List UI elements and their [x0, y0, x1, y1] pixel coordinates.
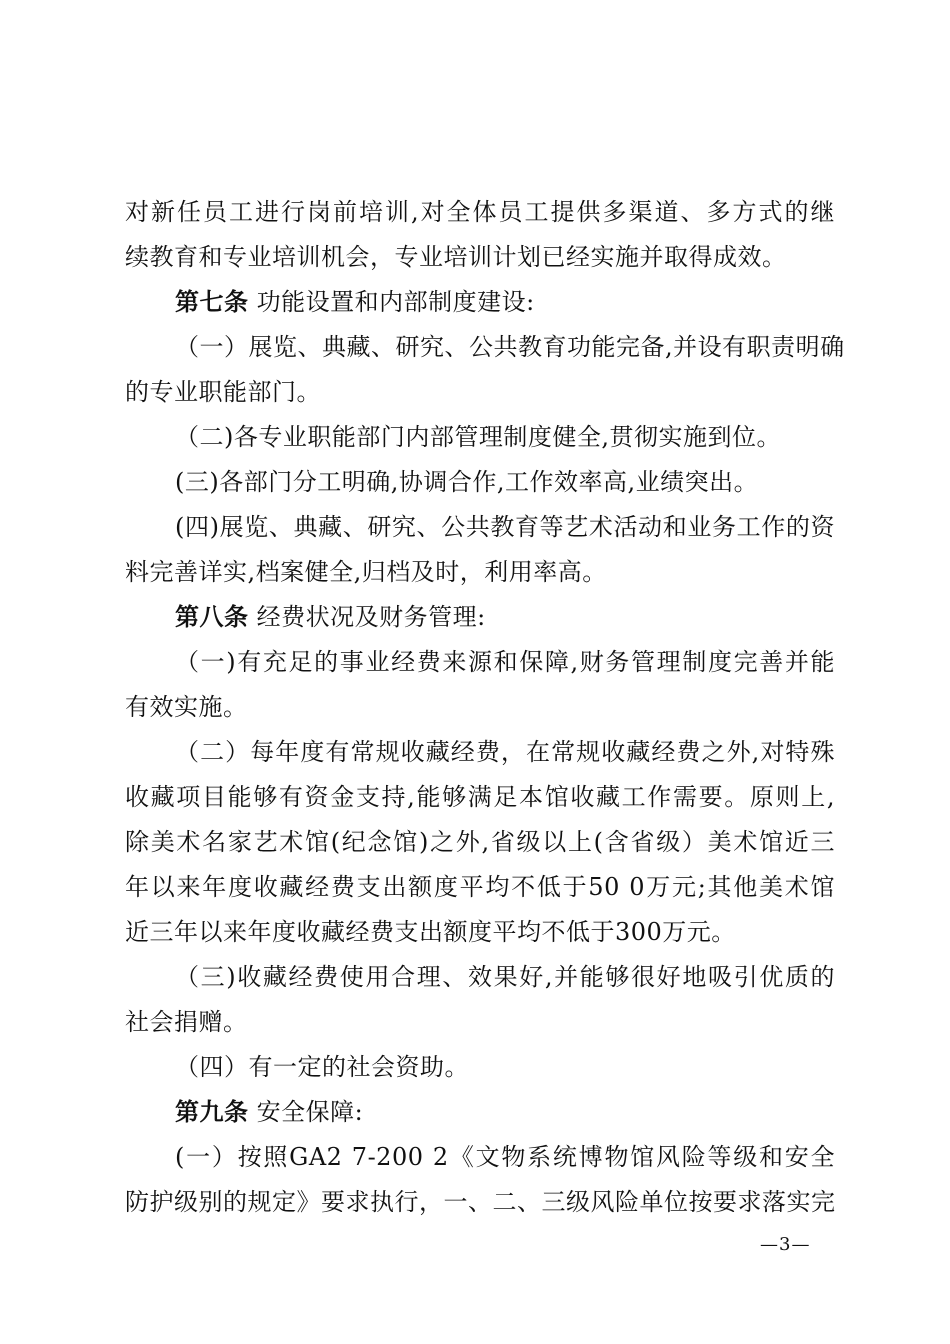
paragraph-line: 料完善详实,档案健全,归档及时，利用率高。 [125, 558, 607, 586]
article-8-label: 第八条 [175, 602, 249, 631]
paragraph-line: (四)展览、典藏、研究、公共教育等艺术活动和业务工作的资 [175, 513, 835, 541]
article-9-label: 第九条 [175, 1097, 249, 1126]
paragraph-line: （三)收藏经费使用合理、效果好,并能够很好地吸引优质的 [175, 963, 835, 991]
paragraph-line: （四）有一定的社会资助。 [175, 1053, 469, 1081]
paragraph-line: （二）每年度有常规收藏经费，在常规收藏经费之外,对特殊 [175, 738, 835, 766]
article-9-heading [175, 1097, 835, 1127]
article-8-heading [175, 602, 835, 632]
paragraph-line: 除美术名家艺术馆(纪念馆)之外,省级以上(含省级）美术馆近三 [125, 828, 835, 856]
paragraph-line: （一)有充足的事业经费来源和保障,财务管理制度完善并能 [175, 648, 835, 676]
paragraph-line: (三)各部门分工明确,协调合作,工作效率高,业绩突出。 [175, 468, 759, 496]
paragraph-line: 收藏项目能够有资金支持,能够满足本馆收藏工作需要。原则上, [125, 783, 835, 811]
paragraph-line: (一）按照GA2 7-200 2《文物系统博物馆风险等级和安全 [175, 1143, 835, 1171]
page-number: —3— [760, 1234, 811, 1255]
paragraph-line: 对新任员工进行岗前培训,对全体员工提供多渠道、多方式的继 [125, 198, 835, 226]
paragraph-line: 社会捐赠。 [125, 1008, 248, 1036]
article-8-title: 经费状况及财务管理: [256, 603, 486, 631]
paragraph-line: （一）展览、典藏、研究、公共教育功能完备,并设有职责明确 [175, 333, 845, 361]
paragraph-line: 近三年以来年度收藏经费支出额度平均不低于300万元。 [125, 918, 736, 946]
paragraph-line: 续教育和专业培训机会，专业培训计划已经实施并取得成效。 [125, 243, 787, 271]
paragraph-line: （二)各专业职能部门内部管理制度健全,贯彻实施到位。 [175, 423, 781, 451]
paragraph-line: 有效实施。 [125, 693, 248, 721]
article-7-heading [175, 287, 835, 317]
article-7-title: 功能设置和内部制度建设: [256, 288, 535, 316]
paragraph-line: 防护级别的规定》要求执行，一、二、三级风险单位按要求落实完 [125, 1188, 836, 1216]
paragraph-line: 年以来年度收藏经费支出额度平均不低于50 0万元;其他美术馆 [125, 873, 835, 901]
paragraph-line: 的专业职能部门。 [125, 378, 321, 406]
article-9-title: 安全保障: [256, 1098, 364, 1126]
article-7-label: 第七条 [175, 287, 249, 316]
